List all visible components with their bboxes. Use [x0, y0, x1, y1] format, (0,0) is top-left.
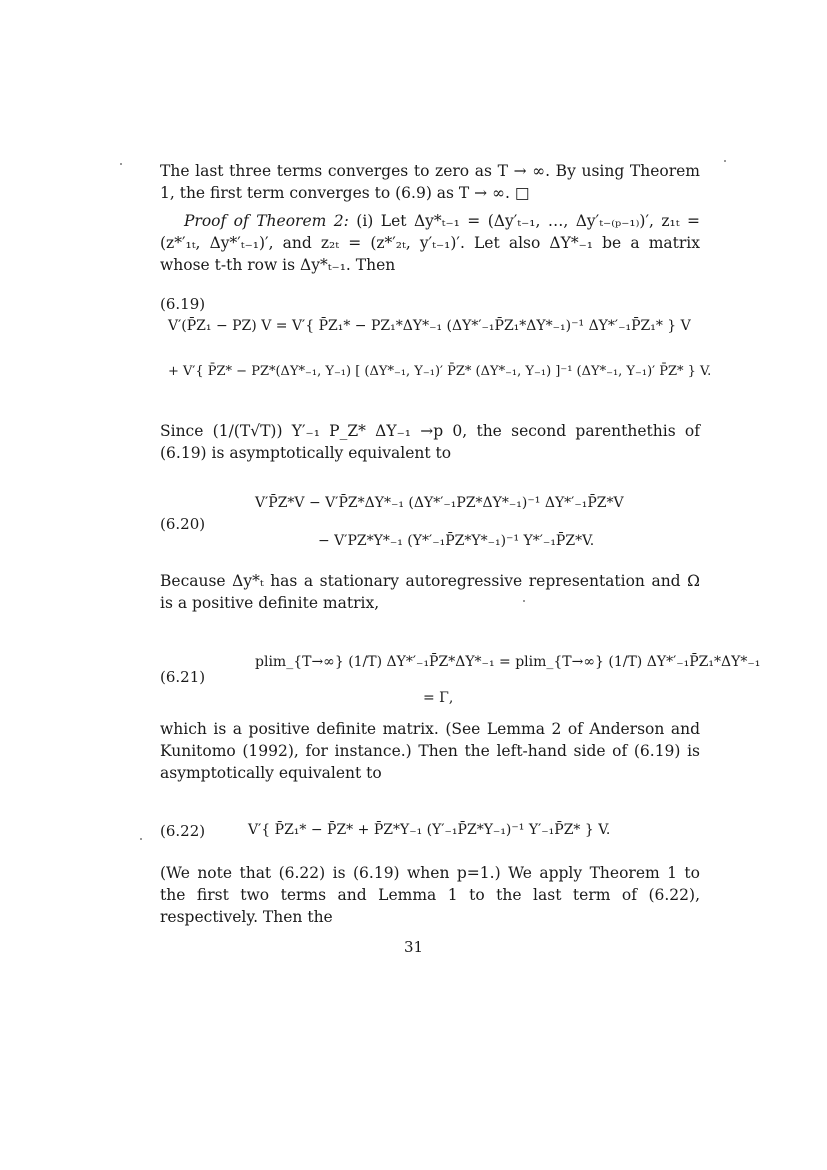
equation-number-6-20: (6.20)	[160, 515, 206, 533]
equation-6-22-line-1: V′{ P̄Z₁* − P̄Z* + P̄Z*Y₋₁ (Y′₋₁P̄Z*Y₋₁)⁻¹ Y′₋₁P̄Z* } V.	[248, 822, 611, 838]
paragraph-which: which is a positive definite matrix. (See Lemma 2 of Anderson and Kunitomo (1992), for instance.) Then the left-hand side of (6.19) is asymptotically equivalent to	[160, 720, 700, 782]
equation-6-20-line-1: V′P̄Z*V − V′P̄Z*ΔY*₋₁ (ΔY*′₋₁PZ*ΔY*₋₁)⁻¹ ΔY*′₋₁P̄Z*V	[255, 495, 624, 511]
equation-6-19-line-2: + V′{ P̄Z* − PZ*(ΔY*₋₁, Y₋₁) [ (ΔY*₋₁, Y₋₁)′ P̄Z* (ΔY*₋₁, Y₋₁) ]⁻¹ (ΔY*₋₁, Y₋₁)′ P̄Z* } V.	[168, 364, 712, 379]
paragraph-since: Since (1/(T√T)) Y′₋₁ P_Z* ΔY₋₁ →p 0, the second parenthethis of (6.19) is asymptotically equivalent to	[160, 422, 700, 462]
scan-speck	[523, 600, 525, 602]
equation-6-21-line-1: plim_{T→∞} (1/T) ΔY*′₋₁P̄Z*ΔY*₋₁ = plim_{T→∞} (1/T) ΔY*′₋₁P̄Z₁*ΔY*₋₁	[255, 654, 761, 670]
paragraph-note: (We note that (6.22) is (6.19) when p=1.) We apply Theorem 1 to the first two terms and Lemma 1 to the last term of (6.22), respectively. Then the	[160, 864, 700, 926]
proof-text: (i) Let Δy*ₜ₋₁ = (Δy′ₜ₋₁, …, Δy′ₜ₋₍ₚ₋₁₎)′, z₁ₜ = (z*′₁ₜ, Δy*′ₜ₋₁)′, and z₂ₜ = (z*′₂ₜ, y′ₜ₋₁)′. Let also ΔY*₋₁ be a matrix whose t-th row is Δy*ₜ₋₁. Then	[160, 212, 700, 274]
paragraph-because: Because Δy*ₜ has a stationary autoregressive representation and Ω is a positive definite matrix,	[160, 572, 700, 612]
equation-number-6-22: (6.22)	[160, 822, 206, 840]
paragraph-1: The last three terms converges to zero as T → ∞. By using Theorem 1, the first term converges to (6.9) as T → ∞. □	[160, 162, 700, 202]
paragraph-proof	[160, 210, 700, 276]
equation-number-6-19: (6.19)	[160, 295, 206, 313]
equation-6-19-line-1: V′(P̄Z₁ − PZ) V = V′{ P̄Z₁* − PZ₁*ΔY*₋₁ (ΔY*′₋₁P̄Z₁*ΔY*₋₁)⁻¹ ΔY*′₋₁P̄Z₁* } V	[168, 318, 691, 334]
scan-speck	[120, 163, 122, 165]
scan-speck	[724, 160, 726, 162]
equation-6-21-line-2: = Γ,	[423, 690, 454, 706]
page-number: 31	[403, 938, 424, 956]
proof-label: Proof of Theorem 2:	[184, 212, 349, 230]
scan-speck	[140, 838, 142, 840]
equation-6-20-line-2: − V′PZ*Y*₋₁ (Y*′₋₁P̄Z*Y*₋₁)⁻¹ Y*′₋₁P̄Z*V.	[318, 533, 595, 549]
equation-number-6-21: (6.21)	[160, 668, 206, 686]
